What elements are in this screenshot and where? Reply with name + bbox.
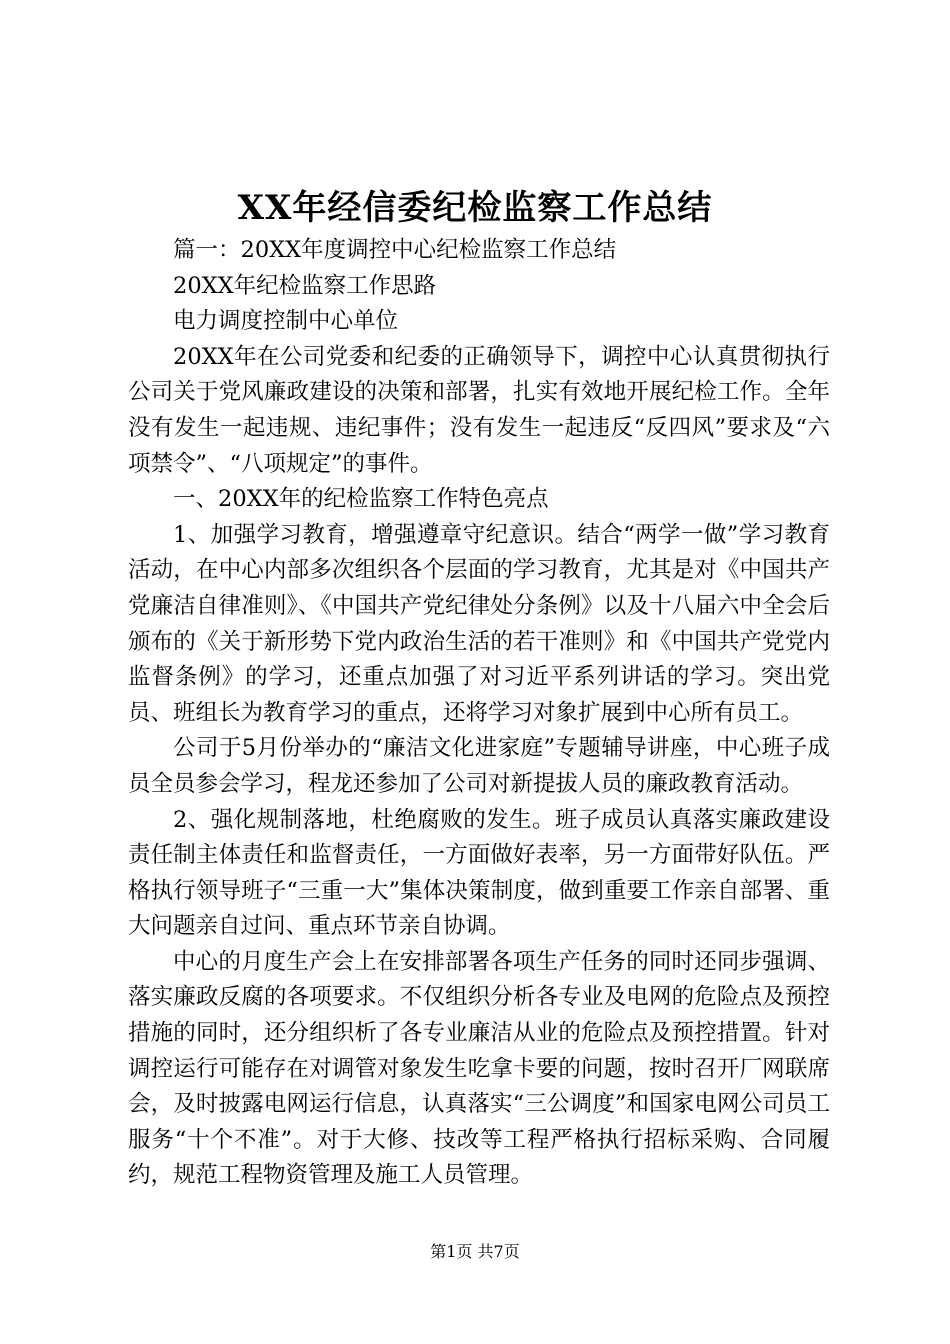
paragraph-subtitle: 20XX年纪检监察工作思路 — [173, 272, 437, 299]
section-heading-1: 一、20XX年的纪检监察工作特色亮点 — [173, 486, 549, 513]
paragraph-lecture: 公司于5月份举办的“廉洁文化进家庭”专题辅导讲座，中心班子成员全员参会学习，程龙还参加了公司对新提拔人员的廉政教育活动。 — [128, 735, 830, 797]
paragraph-monthly-meeting: 中心的月度生产会上在安排部署各项生产任务的同时还同步强调、落实廉政反腐的各项要求。不仅组织分析各专业及电网的危险点及预控措施的同时，还分组织析了各专业廉洁从业的危险点及预控措置。针对调控运行可能存在对调管对象发生吃拿卡要的问题，按时召开厂网联席会，及时披露电网运行信息，认真落实“三公调度”和国家电网公司员工服务“十个不准”。对于大修、技改等工程严格执行招标采购、合同履约，规范工程物资管理及施工人员管理。 — [128, 948, 830, 1189]
document-body — [128, 233, 830, 1194]
document-title: XX年经信委纪检监察工作总结 — [237, 188, 713, 228]
paragraph-unit: 电力调度控制中心单位 — [173, 308, 399, 335]
paragraph-item-2: 2、强化规制落地，杜绝腐败的发生。班子成员认真落实廉政建设责任制主体责任和监督责任，一方面做好表率，另一方面带好队伍。严格执行领导班子“三重一大”集体决策制度，做到重要工作亲自部署、重大问题亲自过问、重点环节亲自协调。 — [128, 806, 830, 940]
paragraph-chapter-heading: 篇一：20XX年度调控中心纪检监察工作总结 — [173, 237, 617, 263]
paragraph-item-1: 1、加强学习教育，增强遵章守纪意识。结合“两学一做”学习教育活动，在中心内部多次组织各个层面的学习教育，尤其是对《中国共产党廉洁自律准则》、《中国共产党纪律处分条例》以及十八届六中全会后颁布的《关于新形势下党内政治生活的若干准则》和《中国共产党党内监督条例》的学习，还重点加强了对习近平系列讲话的学习。突出党员、班组长为教育学习的重点，还将学习对象扩展到中心所有员工。 — [128, 521, 830, 726]
paragraph-intro: 20XX年在公司党委和纪委的正确领导下，调控中心认真贯彻执行公司关于党风廉政建设的决策和部署，扎实有效地开展纪检工作。全年没有发生一起违规、违纪事件；没有发生一起违反“反四风”要求及“六项禁令”、“八项规定”的事件。 — [128, 343, 830, 477]
page-footer: 第1页 共7页 — [430, 1242, 520, 1261]
